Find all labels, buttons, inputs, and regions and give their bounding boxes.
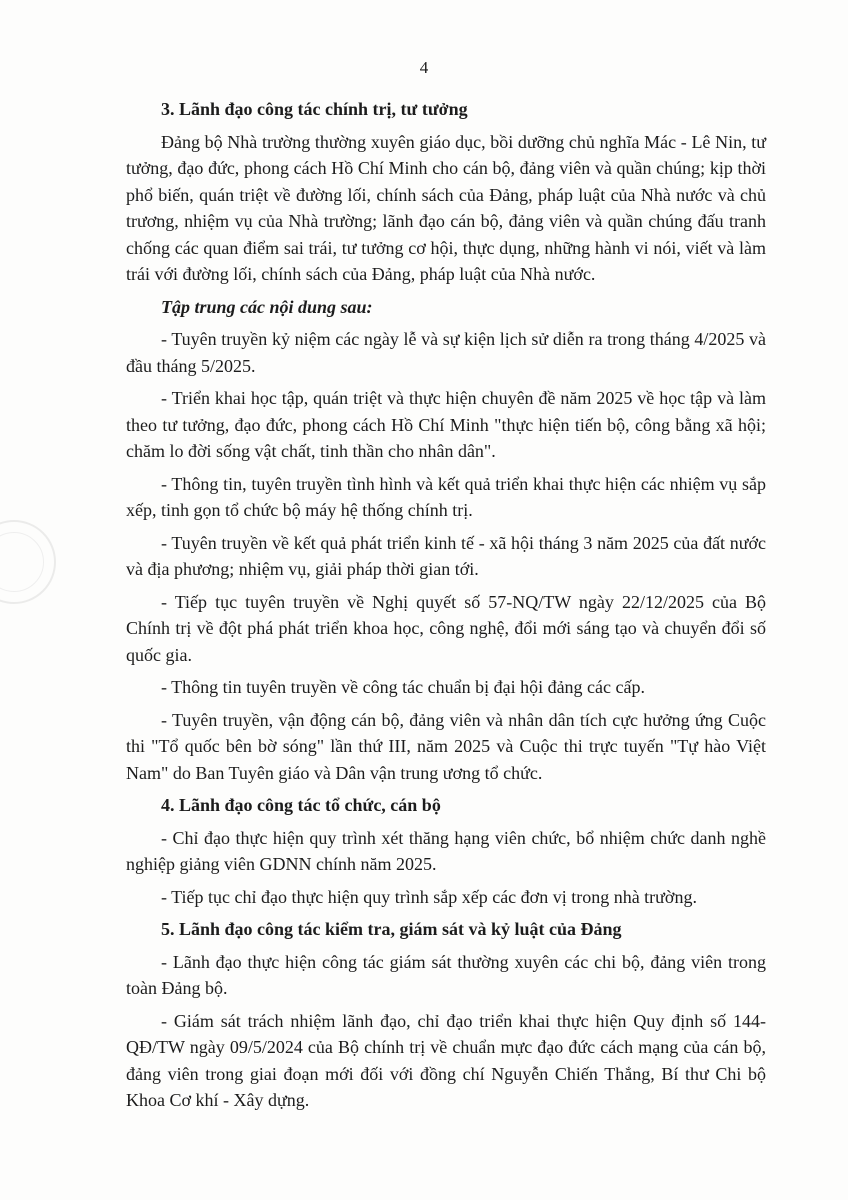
section-3-intro: Đảng bộ Nhà trường thường xuyên giáo dục, bồi dưỡng chủ nghĩa Mác - Lê Nin, tư tưởng, đạo đức, phong cách Hồ Chí Minh cho cán bộ, đảng viên và quần chúng; kịp thời phổ biến, quán triệt về đường lối, chính sách của Đảng, pháp luật của Nhà nước và chủ trương, nhiệm vụ của Nhà trường; lãnh đạo cán bộ, đảng viên và quần chúng đấu tranh chống các quan điểm sai trái, tư tưởng cơ hội, thực dụng, những hành vi nói, viết và làm trái với đường lối, chính sách của Đảng, pháp luật của Nhà nước. [126,131,766,284]
list-item: - Lãnh đạo thực hiện công tác giám sát thường xuyên các chi bộ, đảng viên trong toàn Đảng bộ. [126,951,766,998]
section-4-heading: 4. Lãnh đạo công tác tổ chức, cán bộ [161,795,441,815]
list-item: - Triển khai học tập, quán triệt và thực hiện chuyên đề năm 2025 về học tập và làm theo tư tưởng, đạo đức, phong cách Hồ Chí Minh "thực hiện tiến bộ, công bằng xã hội; chăm lo đời sống vật chất, tinh thần cho nhân dân". [126,388,766,461]
list-item: - Tuyên truyền về kết quả phát triển kinh tế - xã hội tháng 3 năm 2025 của đất nước và địa phương; nhiệm vụ, giải pháp thời gian tới. [126,532,766,579]
list-item: - Thông tin, tuyên truyền tình hình và kết quả triển khai thực hiện các nhiệm vụ sắp xếp, tinh gọn tổ chức bộ máy hệ thống chính trị. [126,473,766,520]
page-number: 4 [419,58,429,77]
stamp-seal-bleedthrough [0,520,56,604]
list-item: - Tuyên truyền, vận động cán bộ, đảng viên và nhân dân tích cực hưởng ứng Cuộc thi "Tổ quốc bên bờ sóng" lần thứ III, năm 2025 và Cuộc thi trực tuyến "Tự hào Việt Nam" do Ban Tuyên giáo và Dân vận trung ương tổ chức. [126,709,766,783]
section-3-heading: 3. Lãnh đạo công tác chính trị, tư tưởng [161,99,468,119]
list-item: - Thông tin tuyên truyền về công tác chuẩn bị đại hội đảng các cấp. [161,677,646,697]
section-5-heading: 5. Lãnh đạo công tác kiểm tra, giám sát và kỷ luật của Đảng [161,919,622,939]
list-item: - Tiếp tục chỉ đạo thực hiện quy trình sắp xếp các đơn vị trong nhà trường. [161,886,697,907]
list-item: - Giám sát trách nhiệm lãnh đạo, chỉ đạo triển khai thực hiện Quy định số 144-QĐ/TW ngày 09/5/2024 của Bộ chính trị về chuẩn mực đạo đức cách mạng của cán bộ, đảng viên trong giai đoạn mới đối với đồng chí Nguyễn Chiến Thắng, Bí thư Chi bộ Khoa Cơ khí - Xây dựng. [126,1010,766,1110]
list-item: - Tuyên truyền kỷ niệm các ngày lễ và sự kiện lịch sử diễn ra trong tháng 4/2025 và đầu tháng 5/2025. [126,329,766,376]
section-3-subheading: Tập trung các nội dung sau: [161,296,373,317]
document-body [126,96,766,1120]
list-item: - Tiếp tục tuyên truyền về Nghị quyết số 57-NQ/TW ngày 22/12/2025 của Bộ Chính trị về đột phá phát triển khoa học, công nghệ, đổi mới sáng tạo và chuyển đổi số quốc gia. [126,591,766,665]
stamp-inner-ring [0,532,44,592]
list-item: - Chỉ đạo thực hiện quy trình xét thăng hạng viên chức, bổ nhiệm chức danh nghề nghiệp giảng viên GDNN chính năm 2025. [126,827,766,874]
